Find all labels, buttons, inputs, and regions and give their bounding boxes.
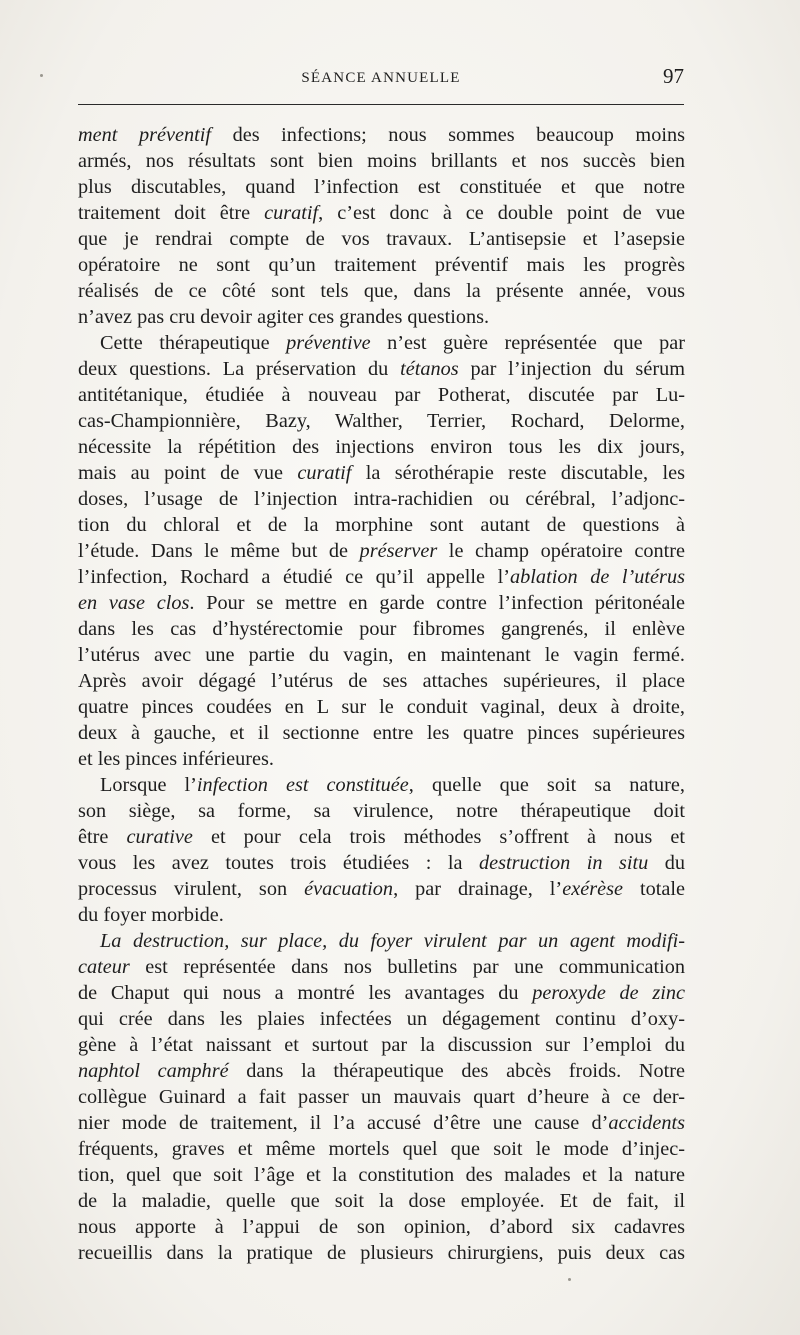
text-line	[78, 694, 685, 720]
text-line	[78, 1162, 685, 1188]
text-line	[78, 616, 685, 642]
body-text	[78, 122, 685, 1266]
text-segment: et les pinces inférieures.	[78, 748, 274, 770]
text-segment: le champ opératoire contre	[437, 540, 685, 562]
text-segment: dans la thérapeutique des abcès froids. Notre	[228, 1060, 685, 1082]
text-segment: réalisés de ce côté sont tels que, dans la présente année, vous	[78, 280, 685, 302]
header-rule	[78, 104, 684, 105]
text-segment: traitement doit être	[78, 202, 265, 224]
text-segment: n’avez pas cru devoir agiter ces grandes questions.	[78, 306, 490, 328]
text-line	[78, 408, 685, 434]
text-segment: plus discutables, quand l’infection est constituée et que notre	[78, 176, 685, 198]
text-line	[78, 876, 685, 902]
text-line	[78, 148, 685, 174]
text-segment: mais au point de vue	[78, 462, 298, 484]
page-number: 97	[663, 64, 684, 88]
text-segment: être	[78, 826, 127, 848]
text-segment: totale	[622, 878, 685, 900]
italic-segment: curatif	[297, 462, 352, 484]
italic-segment: naphtol camphré	[78, 1060, 229, 1082]
text-segment: opératoire ne sont qu’un traitement préventif mais les progrès	[78, 254, 685, 276]
italic-segment: curative	[126, 826, 193, 848]
text-segment: Après avoir dégagé l’utérus de ses attaches supérieures, il place	[78, 670, 685, 692]
text-segment: de Chaput qui nous a montré les avantages du	[78, 982, 533, 1004]
text-line	[78, 304, 685, 330]
text-line	[78, 746, 685, 772]
text-segment: deux questions. La préservation du	[78, 358, 401, 380]
text-line	[78, 772, 685, 798]
text-line	[78, 798, 685, 824]
text-segment: Lorsque l’	[100, 774, 197, 796]
text-line	[78, 252, 685, 278]
text-line	[78, 434, 685, 460]
text-line	[78, 1136, 685, 1162]
text-line	[78, 824, 685, 850]
text-line	[78, 954, 685, 980]
text-line	[78, 564, 685, 590]
text-segment: de la maladie, quelle que soit la dose employée. Et de fait, il	[78, 1190, 685, 1212]
text-line	[78, 668, 685, 694]
text-line	[78, 1110, 685, 1136]
text-segment: l’étude. Dans le même but de	[78, 540, 360, 562]
text-line	[78, 122, 685, 148]
italic-segment: ablation de l’utérus	[510, 566, 685, 588]
text-segment: et pour cela trois méthodes s’offrent à nous et	[192, 826, 685, 848]
text-line	[78, 850, 685, 876]
text-line	[78, 226, 685, 252]
italic-segment: préserver	[359, 540, 438, 562]
text-line	[78, 902, 685, 928]
text-segment: gène à l’état naissant et surtout par la discussion sur l’emploi du	[78, 1034, 685, 1056]
text-segment: , c’est donc à ce double point de vue	[318, 202, 685, 224]
speck-left	[40, 74, 43, 77]
text-segment: n’est guère représentée que par	[370, 332, 685, 354]
italic-segment: destruction in situ	[478, 852, 649, 874]
text-segment: collègue Guinard a fait passer un mauvais quart d’heure à ce der-	[78, 1086, 685, 1108]
italic-segment: tétanos	[400, 358, 459, 380]
text-segment: quatre pinces coudées en L sur le conduit vaginal, deux à droite,	[78, 696, 685, 718]
page-header	[78, 64, 684, 94]
italic-segment: infection est constituée	[196, 774, 409, 796]
text-line	[78, 356, 685, 382]
text-segment: nécessite la répétition des injections environ tous les dix jours,	[78, 436, 685, 458]
text-segment: la sérothérapie reste discutable, les	[351, 462, 685, 484]
text-line	[78, 1006, 685, 1032]
text-segment: est représentée dans nos bulletins par une communication	[129, 956, 685, 978]
text-line	[78, 200, 685, 226]
running-head: SÉANCE ANNUELLE	[301, 70, 461, 86]
text-line	[78, 720, 685, 746]
text-line	[78, 1058, 685, 1084]
text-segment: du foyer morbide.	[78, 904, 224, 926]
text-segment: antitétanique, étudiée à nouveau par Potherat, discutée par Lu-	[78, 384, 685, 406]
italic-segment: curatif	[264, 202, 319, 224]
text-segment: recueillis dans la pratique de plusieurs chirurgiens, puis deux cas	[78, 1242, 685, 1264]
text-line	[78, 1084, 685, 1110]
text-line	[78, 1188, 685, 1214]
text-segment: cas-Championnière, Bazy, Walther, Terrier, Rochard, Delorme,	[78, 410, 685, 432]
text-line	[78, 642, 685, 668]
text-line	[78, 382, 685, 408]
text-segment: son siège, sa forme, sa virulence, notre thérapeutique doit	[78, 800, 685, 822]
text-segment: doses, l’usage de l’injection intra-rachidien ou cérébral, l’adjonc-	[78, 488, 685, 510]
text-line	[78, 538, 685, 564]
text-line	[78, 330, 685, 356]
text-line	[78, 512, 685, 538]
speck-bottom	[568, 1278, 571, 1281]
text-segment: des infections; nous sommes beaucoup moins	[211, 124, 685, 146]
text-segment: dans les cas d’hystérectomie pour fibromes gangrenés, il enlève	[78, 618, 685, 640]
text-segment: processus virulent, son	[78, 878, 305, 900]
text-segment: Cette thérapeutique	[100, 332, 287, 354]
text-segment: . Pour se mettre en garde contre l’infection péritonéale	[189, 592, 685, 614]
italic-segment: peroxyde de zinc	[532, 982, 685, 1004]
text-segment: deux à gauche, et il sectionne entre les quatre pinces supérieures	[78, 722, 685, 744]
text-segment: tion du chloral et de la morphine sont autant de questions à	[78, 514, 685, 536]
italic-segment: cateur	[78, 956, 130, 978]
text-segment: du	[648, 852, 685, 874]
italic-segment: préventive	[286, 332, 371, 354]
text-line	[78, 928, 685, 954]
italic-segment: La destruction, sur place, du foyer virulent par un agent modifi-	[100, 930, 685, 952]
text-line	[78, 1240, 685, 1266]
text-line	[78, 1032, 685, 1058]
italic-segment: évacuation	[304, 878, 394, 900]
italic-segment: accidents	[608, 1112, 685, 1134]
text-line	[78, 1214, 685, 1240]
text-segment: armés, nos résultats sont bien moins brillants et nos succès bien	[78, 150, 685, 172]
text-line	[78, 174, 685, 200]
text-segment: , quelle que soit sa nature,	[408, 774, 686, 796]
text-segment: l’utérus avec une partie du vagin, en maintenant le vagin fermé.	[78, 644, 685, 666]
text-segment: nous apporte à l’appui de son opinion, d’abord six cadavres	[78, 1216, 685, 1238]
text-segment: nier mode de traitement, il l’a accusé d’être une cause d’	[78, 1112, 609, 1134]
text-segment: l’infection, Rochard a étudié ce qu’il appelle l’	[78, 566, 511, 588]
text-line	[78, 590, 685, 616]
italic-segment: exérèse	[562, 878, 623, 900]
text-line	[78, 278, 685, 304]
italic-segment: en vase clos	[78, 592, 190, 614]
text-segment: par l’injection du sérum	[458, 358, 685, 380]
text-line	[78, 460, 685, 486]
italic-segment: ment préventif	[78, 124, 212, 146]
text-segment: qui crée dans les plaies infectées un dégagement continu d’oxy-	[78, 1008, 685, 1030]
text-line	[78, 486, 685, 512]
text-line	[78, 980, 685, 1006]
text-segment: vous les avez toutes trois étudiées : la	[78, 852, 479, 874]
text-segment: que je rendrai compte de vos travaux. L’antisepsie et l’asepsie	[78, 228, 685, 250]
text-segment: tion, quel que soit l’âge et la constitution des malades et la nature	[78, 1164, 685, 1186]
text-segment: fréquents, graves et même mortels quel que soit le mode d’injec-	[78, 1138, 685, 1160]
text-segment: , par drainage, l’	[393, 878, 563, 900]
